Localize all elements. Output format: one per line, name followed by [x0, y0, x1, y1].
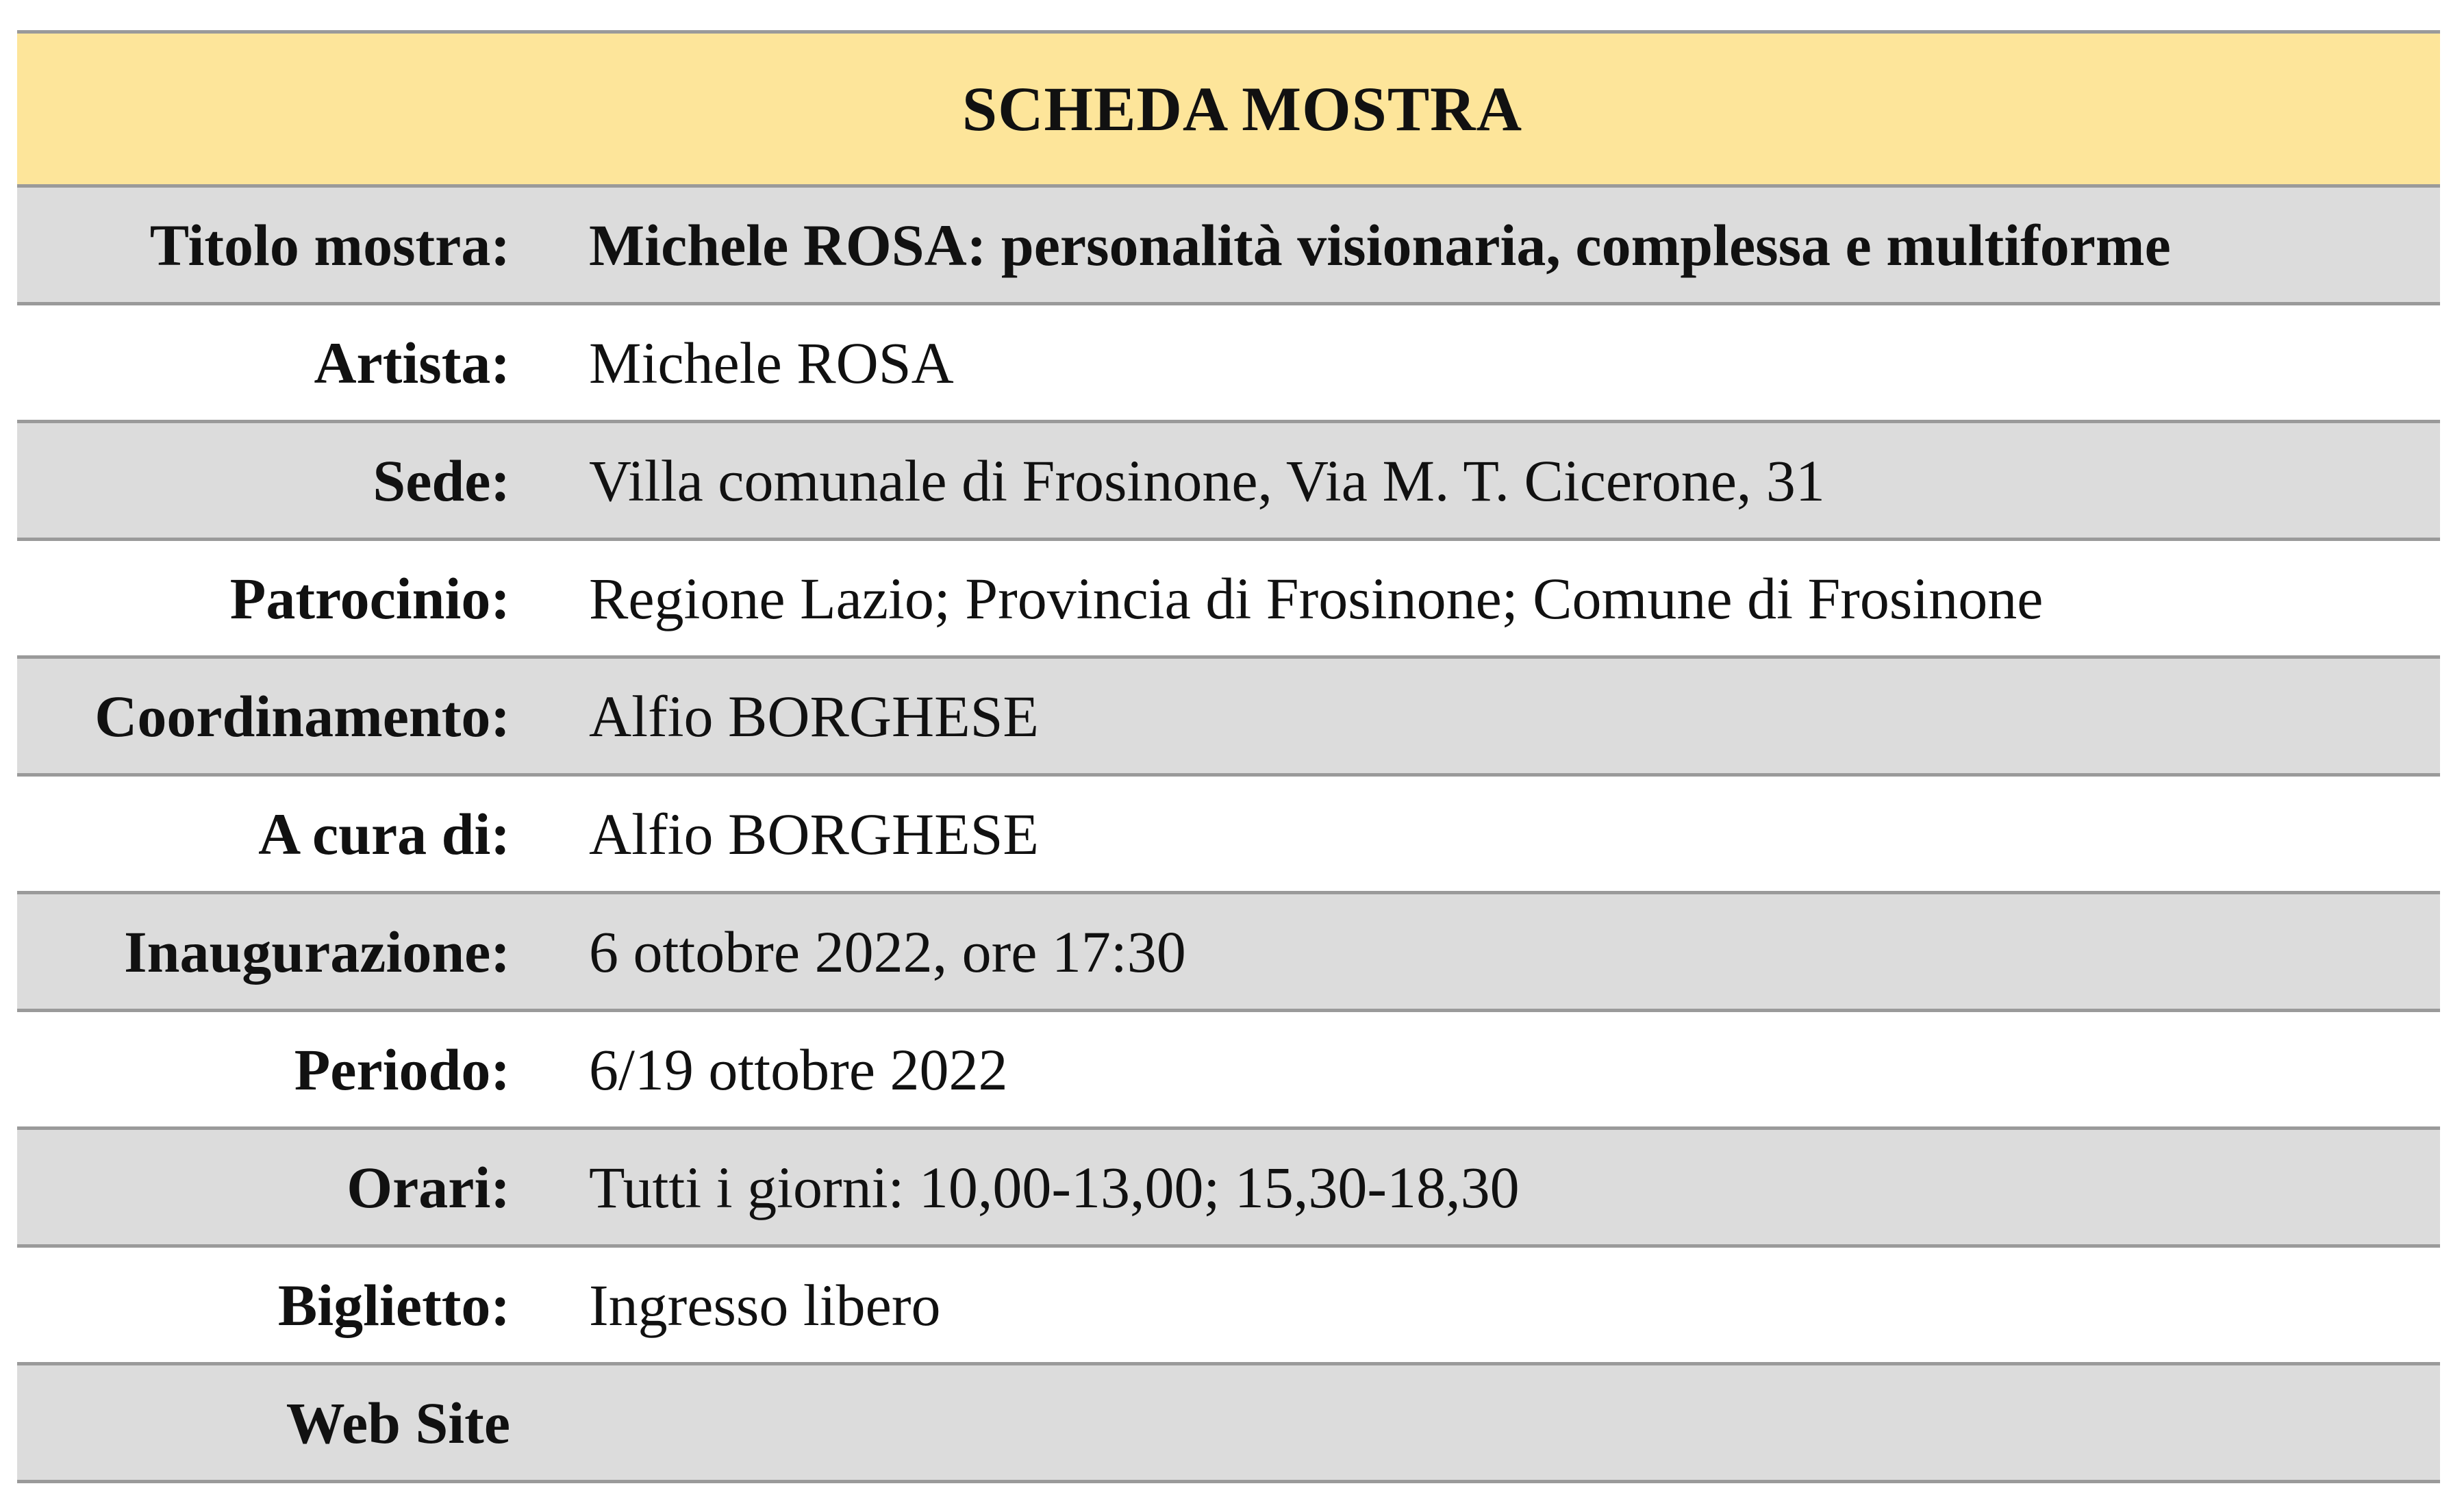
row-label: Coordinamento:: [95, 683, 510, 749]
row-label: Biglietto:: [277, 1272, 510, 1338]
row-sede: [17, 423, 2440, 541]
row-biglietto: [17, 1248, 2440, 1365]
row-inaugurazione: [17, 894, 2440, 1012]
sheet-header: [17, 34, 2440, 188]
row-label: Web Site: [286, 1389, 510, 1456]
row-value: Alfio BORGHESE: [589, 801, 1039, 867]
row-label: Sede:: [373, 447, 510, 514]
row-label: Artista:: [314, 329, 510, 396]
row-label: Titolo mostra:: [149, 212, 510, 278]
row-label: Inaugurazione:: [124, 918, 510, 985]
row-periodo: [17, 1012, 2440, 1130]
row-value: Tutti i giorni: 10,00-13,00; 15,30-18,30: [589, 1154, 1520, 1220]
row-patrocinio: [17, 541, 2440, 659]
row-orari: [17, 1130, 2440, 1248]
row-value: Villa comunale di Frosinone, Via M. T. Cicerone, 31: [589, 447, 1825, 514]
row-value: Alfio BORGHESE: [589, 683, 1039, 749]
row-value: 6 ottobre 2022, ore 17:30: [589, 918, 1186, 985]
row-label: Orari:: [347, 1154, 510, 1220]
row-titolo-mostra: [17, 188, 2440, 305]
exhibition-info-sheet: [17, 30, 2440, 1483]
row-value: Michele ROSA: [589, 329, 954, 396]
row-label: Patrocinio:: [229, 565, 510, 631]
row-value: Michele ROSA: personalità visionaria, complessa e multiforme: [589, 212, 2171, 278]
row-coordinamento: [17, 659, 2440, 777]
row-artista: [17, 305, 2440, 423]
row-value: Regione Lazio; Provincia di Frosinone; Comune di Frosinone: [589, 565, 2044, 631]
row-label: A cura di:: [258, 801, 510, 867]
row-a-cura-di: [17, 777, 2440, 894]
row-value: 6/19 ottobre 2022: [589, 1036, 1008, 1102]
row-web-site: [17, 1365, 2440, 1483]
row-label: Periodo:: [294, 1036, 510, 1102]
sheet-title: SCHEDA MOSTRA: [961, 74, 1523, 144]
row-value: Ingresso libero: [589, 1272, 941, 1338]
